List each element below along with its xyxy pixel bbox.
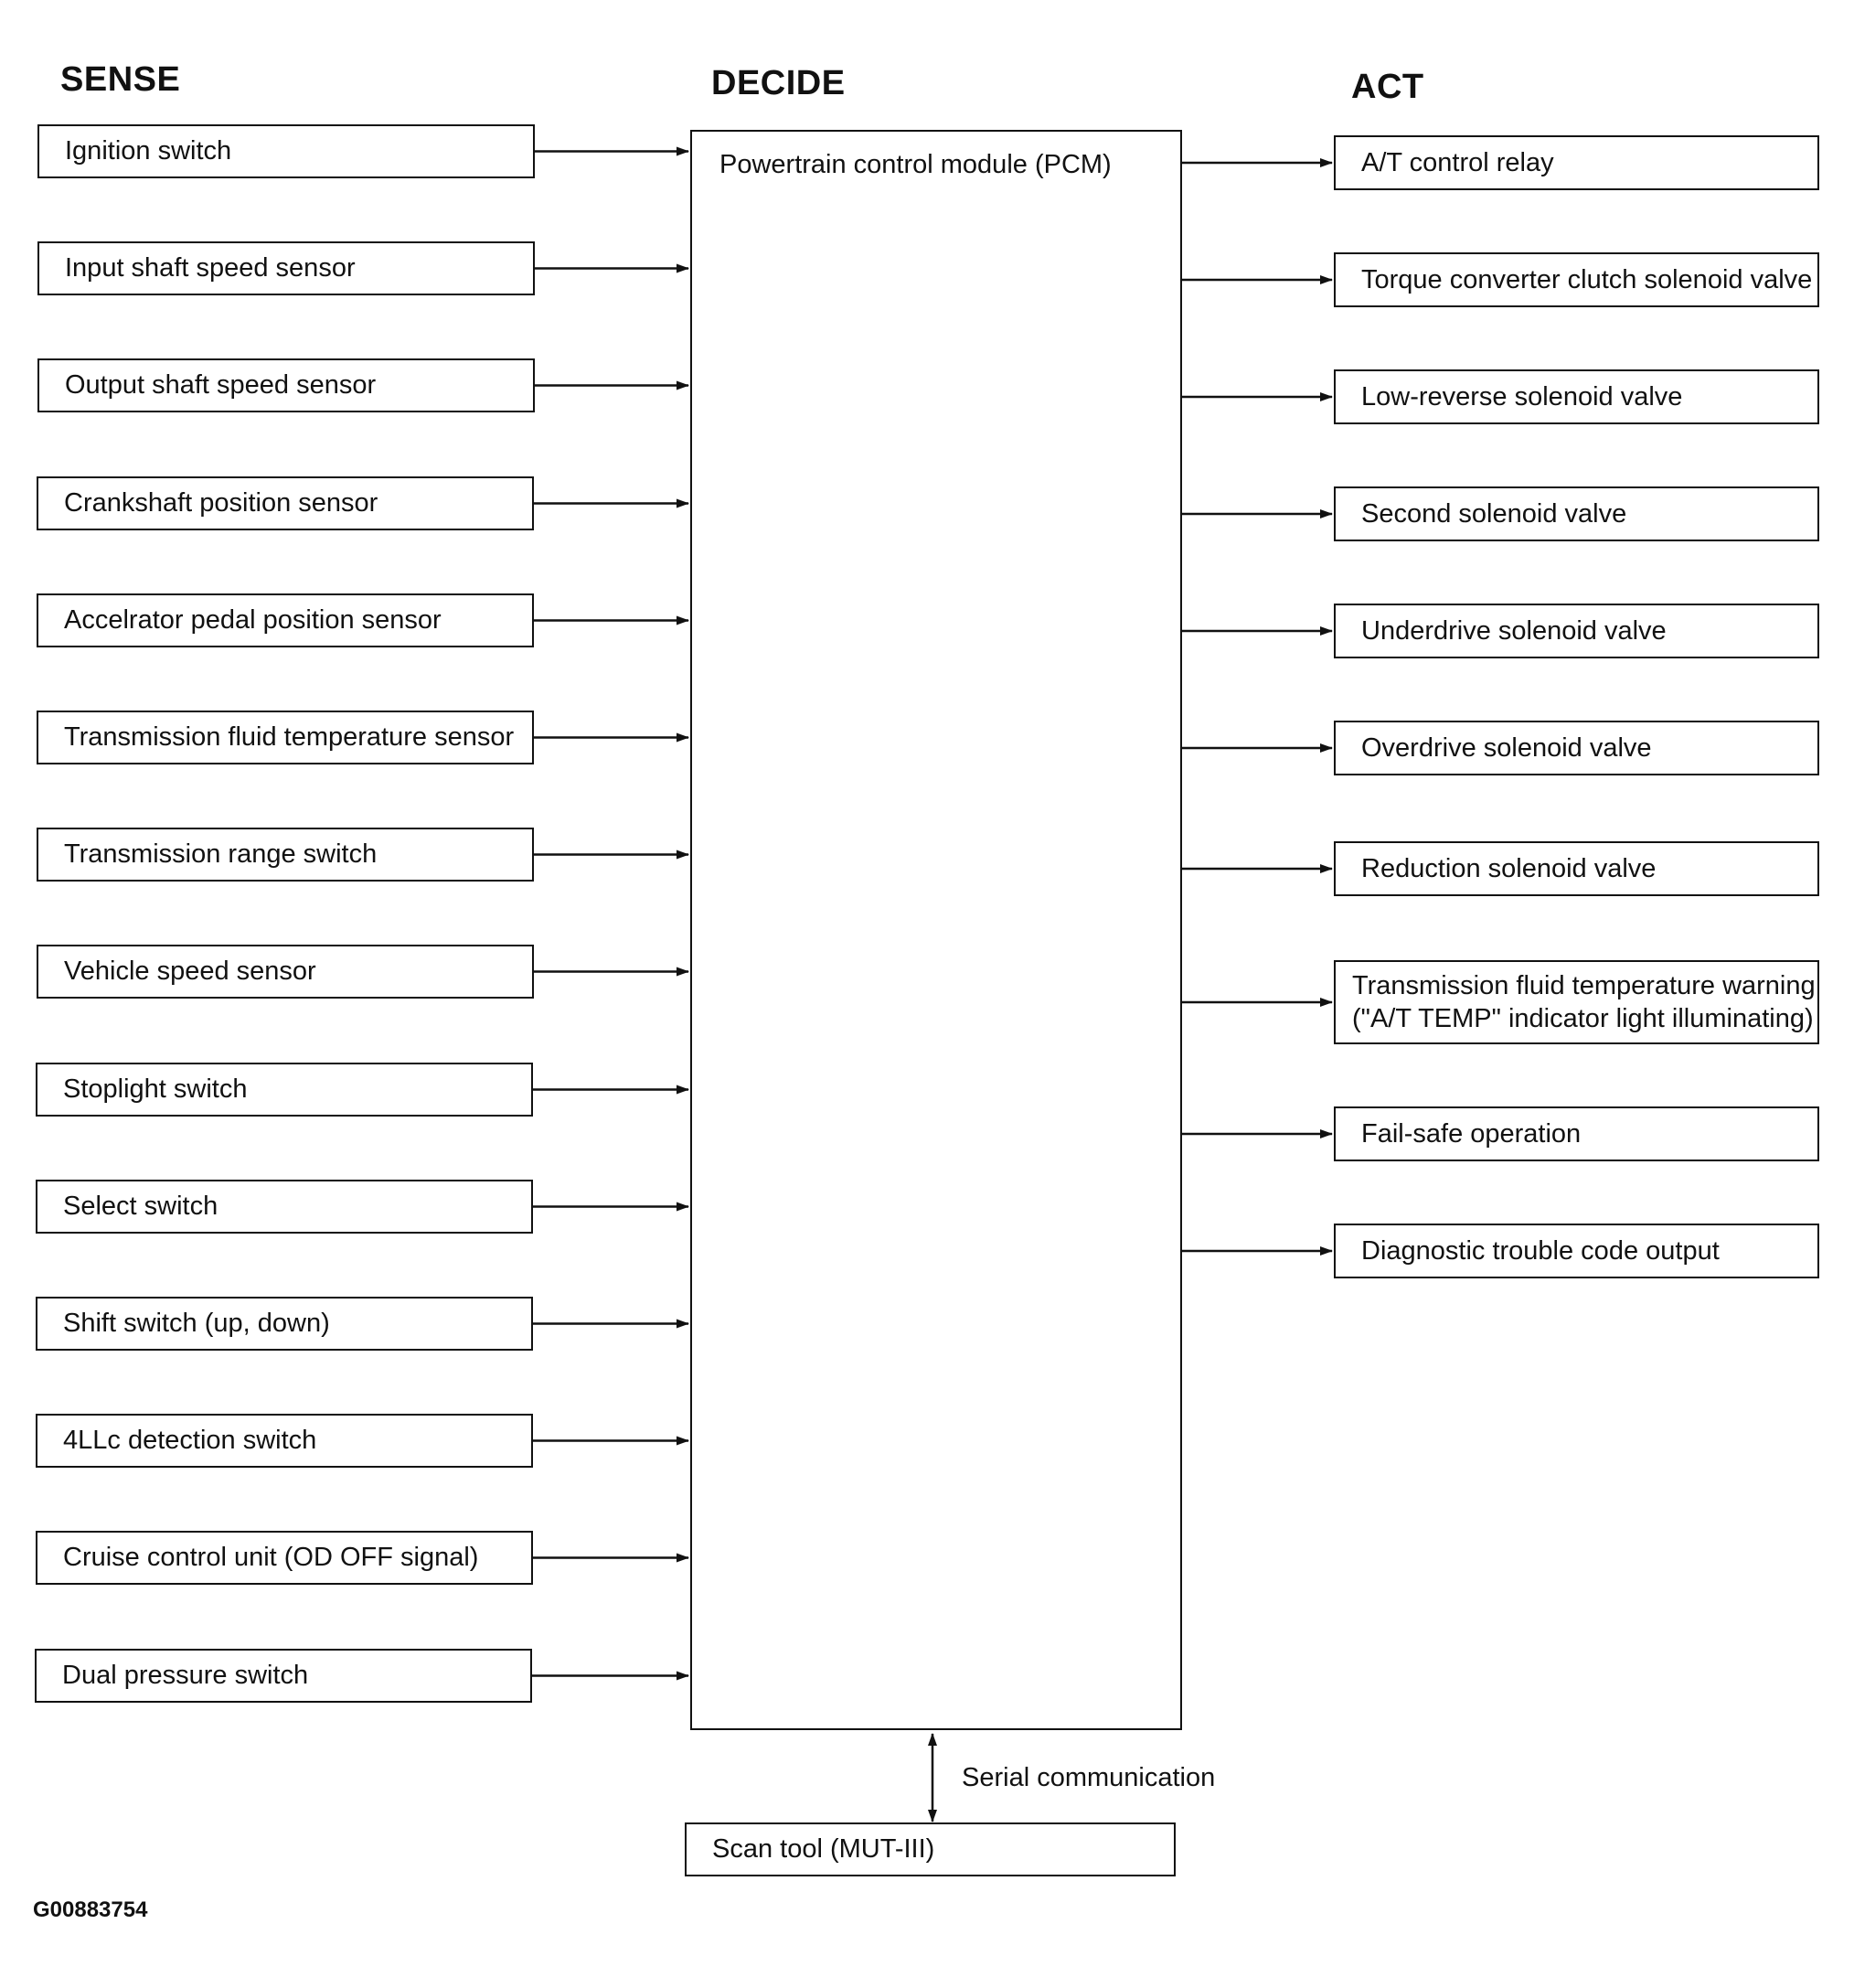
- act-heading: ACT: [1351, 68, 1424, 106]
- actuator-wire-group: [1182, 163, 1332, 1251]
- actuator-box: [1334, 604, 1819, 658]
- sensor-box: [37, 358, 535, 412]
- actuator-label: Reduction solenoid valve: [1361, 853, 1657, 883]
- sensor-box: [37, 945, 534, 999]
- sensor-box: [36, 1063, 533, 1117]
- actuator-label: Overdrive solenoid valve: [1361, 732, 1652, 763]
- sensor-box: [37, 828, 534, 882]
- sensor-label: Select switch: [63, 1192, 218, 1221]
- actuator-box: [1334, 135, 1819, 190]
- actuator-box: [1334, 1106, 1819, 1161]
- figure-id: G00883754: [33, 1897, 148, 1922]
- sensor-box: [37, 124, 535, 178]
- actuator-box: [1334, 1224, 1819, 1278]
- scan-tool-label: Scan tool (MUT-III): [712, 1834, 935, 1864]
- scan-tool-box: [685, 1822, 1176, 1876]
- actuator-label: Second solenoid valve: [1361, 498, 1627, 529]
- sensor-label: Ignition switch: [65, 136, 232, 166]
- sensor-box: [37, 593, 534, 647]
- actuator-label: Underdrive solenoid valve: [1361, 615, 1667, 646]
- sensor-label: Accelrator pedal position sensor: [64, 605, 442, 635]
- sensor-label: Shift switch (up, down): [63, 1309, 330, 1338]
- sensor-label: Input shaft speed sensor: [65, 253, 356, 283]
- actuator-label: A/T control relay: [1361, 147, 1554, 177]
- sensor-label: Output shaft speed sensor: [65, 370, 377, 400]
- decide-heading: DECIDE: [711, 64, 846, 102]
- sensor-label: Crankshaft position sensor: [64, 488, 378, 518]
- sensor-box: [36, 1297, 533, 1351]
- sensor-label: Stoplight switch: [63, 1074, 248, 1104]
- sensor-label: 4LLc detection switch: [63, 1426, 317, 1455]
- actuator-box: [1334, 369, 1819, 424]
- actuator-box: [1334, 486, 1819, 541]
- pcm-box: [690, 130, 1182, 1730]
- sensor-label: Transmission range switch: [64, 839, 378, 869]
- sensor-label: Cruise control unit (OD OFF signal): [63, 1543, 479, 1572]
- sensor-box: [37, 476, 534, 530]
- actuator-box: [1334, 721, 1819, 775]
- sensor-box: [35, 1649, 532, 1703]
- sensor-box: [36, 1531, 533, 1585]
- actuator-box: [1334, 841, 1819, 896]
- sensor-box: [37, 711, 534, 764]
- actuator-box: [1334, 960, 1819, 1044]
- sensor-label: Dual pressure switch: [62, 1661, 309, 1690]
- sensor-label: Vehicle speed sensor: [64, 957, 316, 986]
- sensor-box: [37, 241, 535, 295]
- serial-communication-label: Serial communication: [962, 1763, 1216, 1792]
- actuator-label-line2: ("A/T TEMP" indicator light illuminating): [1352, 1004, 1814, 1033]
- pcm-label: Powertrain control module (PCM): [719, 150, 1112, 179]
- sense-heading: SENSE: [60, 60, 181, 99]
- sensor-wire-group: [532, 152, 688, 1676]
- sensor-label: Transmission fluid temperature sensor: [64, 722, 515, 752]
- actuator-label: Low-reverse solenoid valve: [1361, 381, 1683, 411]
- sensor-box: [36, 1180, 533, 1234]
- actuator-label: Diagnostic trouble code output: [1361, 1235, 1720, 1266]
- actuator-label: Transmission fluid temperature warning: [1352, 971, 1816, 1000]
- sensor-box: [36, 1414, 533, 1468]
- actuator-label: Fail-safe operation: [1361, 1118, 1582, 1149]
- actuator-label: Torque converter clutch solenoid valve: [1361, 264, 1813, 294]
- actuator-box: [1334, 252, 1819, 307]
